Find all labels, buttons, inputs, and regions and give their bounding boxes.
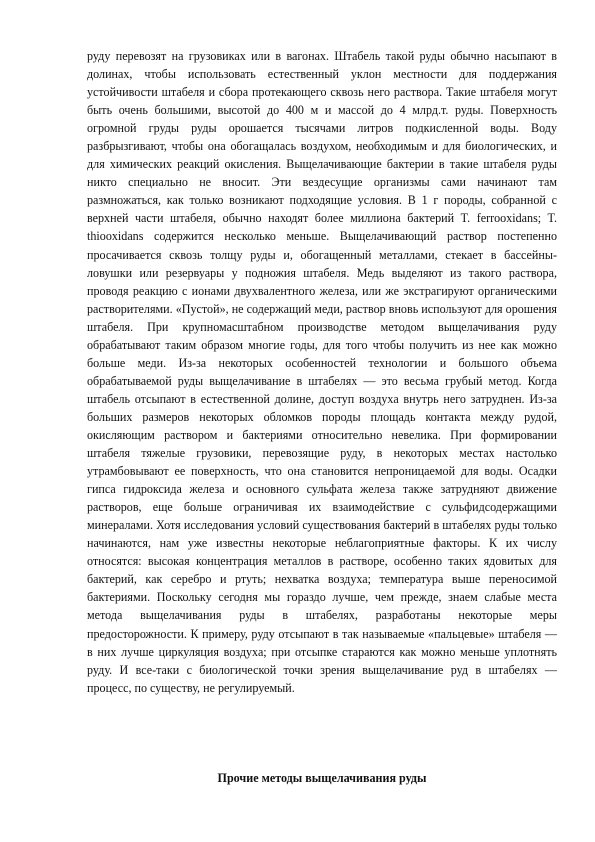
body-text-block	[87, 47, 557, 697]
body-paragraph: руду перевозят на грузовиках или в вагонах. Штабель такой руды обычно насыпают в долинах, чтобы использовать естественный уклон местности для поддержания устойчивости штабеля и сбора протекающего сквозь него раствора. Такие штабеля могут быть очень большими, высотой до 400 м и массой до 4 млрд.т. руды. Поверхность огромной груды руды орошается тысячами литров подкисленной воды. Воду разбрызгивают, чтобы она обогащалась воздухом, необходимым и для биологических, и для химических реакций окисления. Выщелачивающие бактерии в такие штабеля руды никто специально не вносит. Эти вездесущие организмы сами начинают там размножаться, как только возникают подходящие условия. В 1 г породы, собранной с верхней части штабеля, обычно находят более миллиона бактерий T. ferrooxidans; T. thiooxidans содержится несколько меньше. Выщелачивающий раствор постепенно просачивается сквозь толщу руды и, обогащенный металлами, стекает в бассейны-ловушки или резервуары у подножия штабеля. Медь выделяют из такого раствора, проводя реакцию с ионами двухвалентного железа, или же экстрагируют органическими растворителями. «Пустой», не содержащий меди, раствор вновь используют для орошения штабеля. При крупномасштабном производстве методом выщелачивания руду обрабатывают таким образом многие годы, для того чтобы получить из нее как можно больше меди. Из-за некоторых особенностей технологии и большого объема обрабатываемой руды выщелачивание в штабелях — это весьма грубый метод. Когда штабель отсыпают в естественной долине, доступ воздуха внутрь него затруднен. Из-за больших размеров некоторых обломков породы площадь контакта между рудой, окисляющим раствором и бактериями относительно невелика. При формировании штабеля тяжелые грузовики, перевозящие руду, в некоторых местах настолько утрамбовывают ее поверхность, что она становится непроницаемой для воды. Осадки гипса гидроксида железа и основного сульфата железа также затрудняют движение растворов, еще больше ограничивая их взаимодействие с сульфидсодержащими минералами. Хотя исследования условий существования бактерий в штабелях руды только начинаются, нам уже известны некоторые неблагоприятные факторы. К их числу относятся: высокая концентрация металлов в растворе, особенно таких ядовитых для бактерий, как серебро и ртуть; нехватка воздуха; температура выше переносимой бактериями. Поскольку сегодня мы гораздо лучше, чем прежде, знаем слабые места метода выщелачивания руды в штабелях, разработаны некоторые меры предосторожности. К примеру, руду отсыпают в так называемые «пальцевые» штабеля — в них лучше циркуляция воздуха; при отсыпке стараются как можно меньше уплотнять руду. И все-таки с биологической точки зрения выщелачивание руд в штабелях — процесс, по существу, не регулируемый.	[87, 49, 557, 695]
section-heading: Прочие методы выщелачивания руды	[217, 771, 427, 785]
